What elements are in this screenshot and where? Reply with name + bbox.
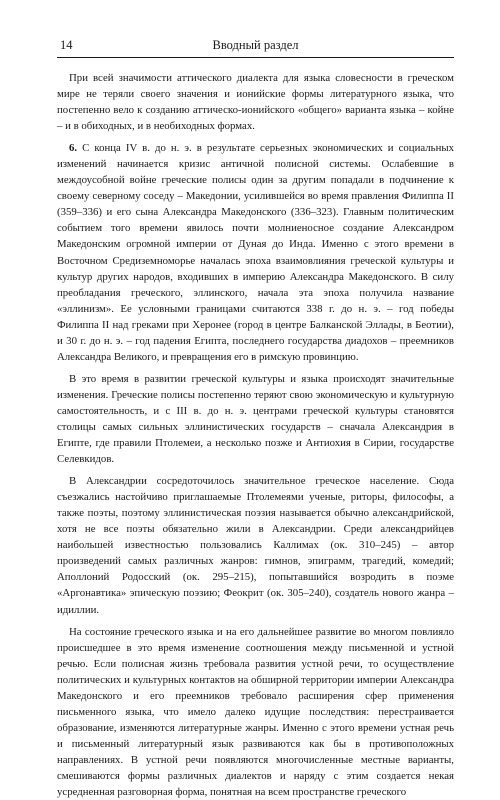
- paragraph-4: В Александрии сосредоточилось значительное греческое население. Сюда съезжались настойчиво приглашаемые Птолемеями ученые, риторы, философы, а также поэты, поэтому эллинистическая поэзия называется обычно александрийской, хотя не все поэты обязательно жили в Александрии. Среди александрийцев наибольшей известностью пользовались Каллимах (ок. 310–245) – автор произведений самых различных жанров: гимнов, эпиграмм, трагедий, комедий; Аполлоний Родосский (ок. 295–215), попытавшийся возродить в поэме «Аргонавтика» эпическую поэзию; Феокрит (ок. 305–240), создатель нового жанра – идиллии.: [57, 475, 454, 616]
- paragraph-5: На состояние греческого языка и на его дальнейшее развитие во многом повлияло происшедшее в это время изменение соотношения между письменной и устной речью. Если полисная жизнь требовала развития устной речи, то осуществление политических и культурных контактов на обширной территории империи Александра Македонского и его преемников требовало расширения сфер применения письменного языка, что имело далеко идущие последствия: перестраивается образование, изменяются литературные жанры. Именно с этого времени устная речь и письменный литературный язык развиваются как бы в противоположных направлениях. В устной речи появляются многочисленные местные варианты, смешиваются формы различных диалектов и наряду с этим создается некая усредненная разговорная форма, понятная на всем пространстве греческого: [57, 625, 454, 799]
- paragraph-1: При всей значимости аттического диалекта для языка словесности в греческом мире не теряли своего значения и ионийские формы литературного языка, что постепенно вело к созданию аттическо-ионийского «общего» варианта языка – койне – и в обиходных, и в необиходных формах.: [57, 72, 454, 133]
- header-rule: [57, 57, 454, 58]
- page-header: [57, 38, 454, 54]
- text-body: [57, 70, 454, 800]
- running-title: Вводный раздел: [212, 38, 299, 52]
- page-number: 14: [60, 38, 73, 52]
- section-number: 6.: [69, 142, 78, 155]
- paragraph-2: 6. С конца IV в. до н. э. в результате серьезных экономических и социальных изменений начинается кризис античной полисной системы. Ослабевшие в междоусобной войне греческие полисы один за другим попадали в подчинение к своему северному соседу – Македонии, усилившейся во время правления Филиппа II (359–336) и его сына Александра Македонского (336–323). Главным политическим событием того времени явилось почти молниеносное создание Александром Македонским огромной империи от Дуная до Инда. Именно с этого времени в Восточном Средиземноморье началась эпоха взаимовлияния греческой культуры и культур других народов, входивших в империю Александра Македонского. В силу преобладания греческого, эллинского, начала эта эпоха получила название «эллинизм». Ее условными границами считаются 338 г. до н. э. – год победы Филиппа II над греками при Херонее (город в центре Балканской Эллады, в Беотии), и 30 г. до н. э. – год падения Египта, последнего государства диадохов – преемников Александра Великого, и превращения его в римскую провинцию.: [57, 142, 454, 363]
- paragraph-3: В это время в развитии греческой культуры и языка происходят значительные изменения. Греческие полисы постепенно теряют свою экономическую и культурную самостоятельность, и с III в. до н. э. центрами греческой культуры становятся столицы самых сильных эллинистических государств – сначала Александрия в Египте, где правили Птолемеи, а несколько позже и Антиохия в Сирии, государстве Селевкидов.: [57, 372, 454, 466]
